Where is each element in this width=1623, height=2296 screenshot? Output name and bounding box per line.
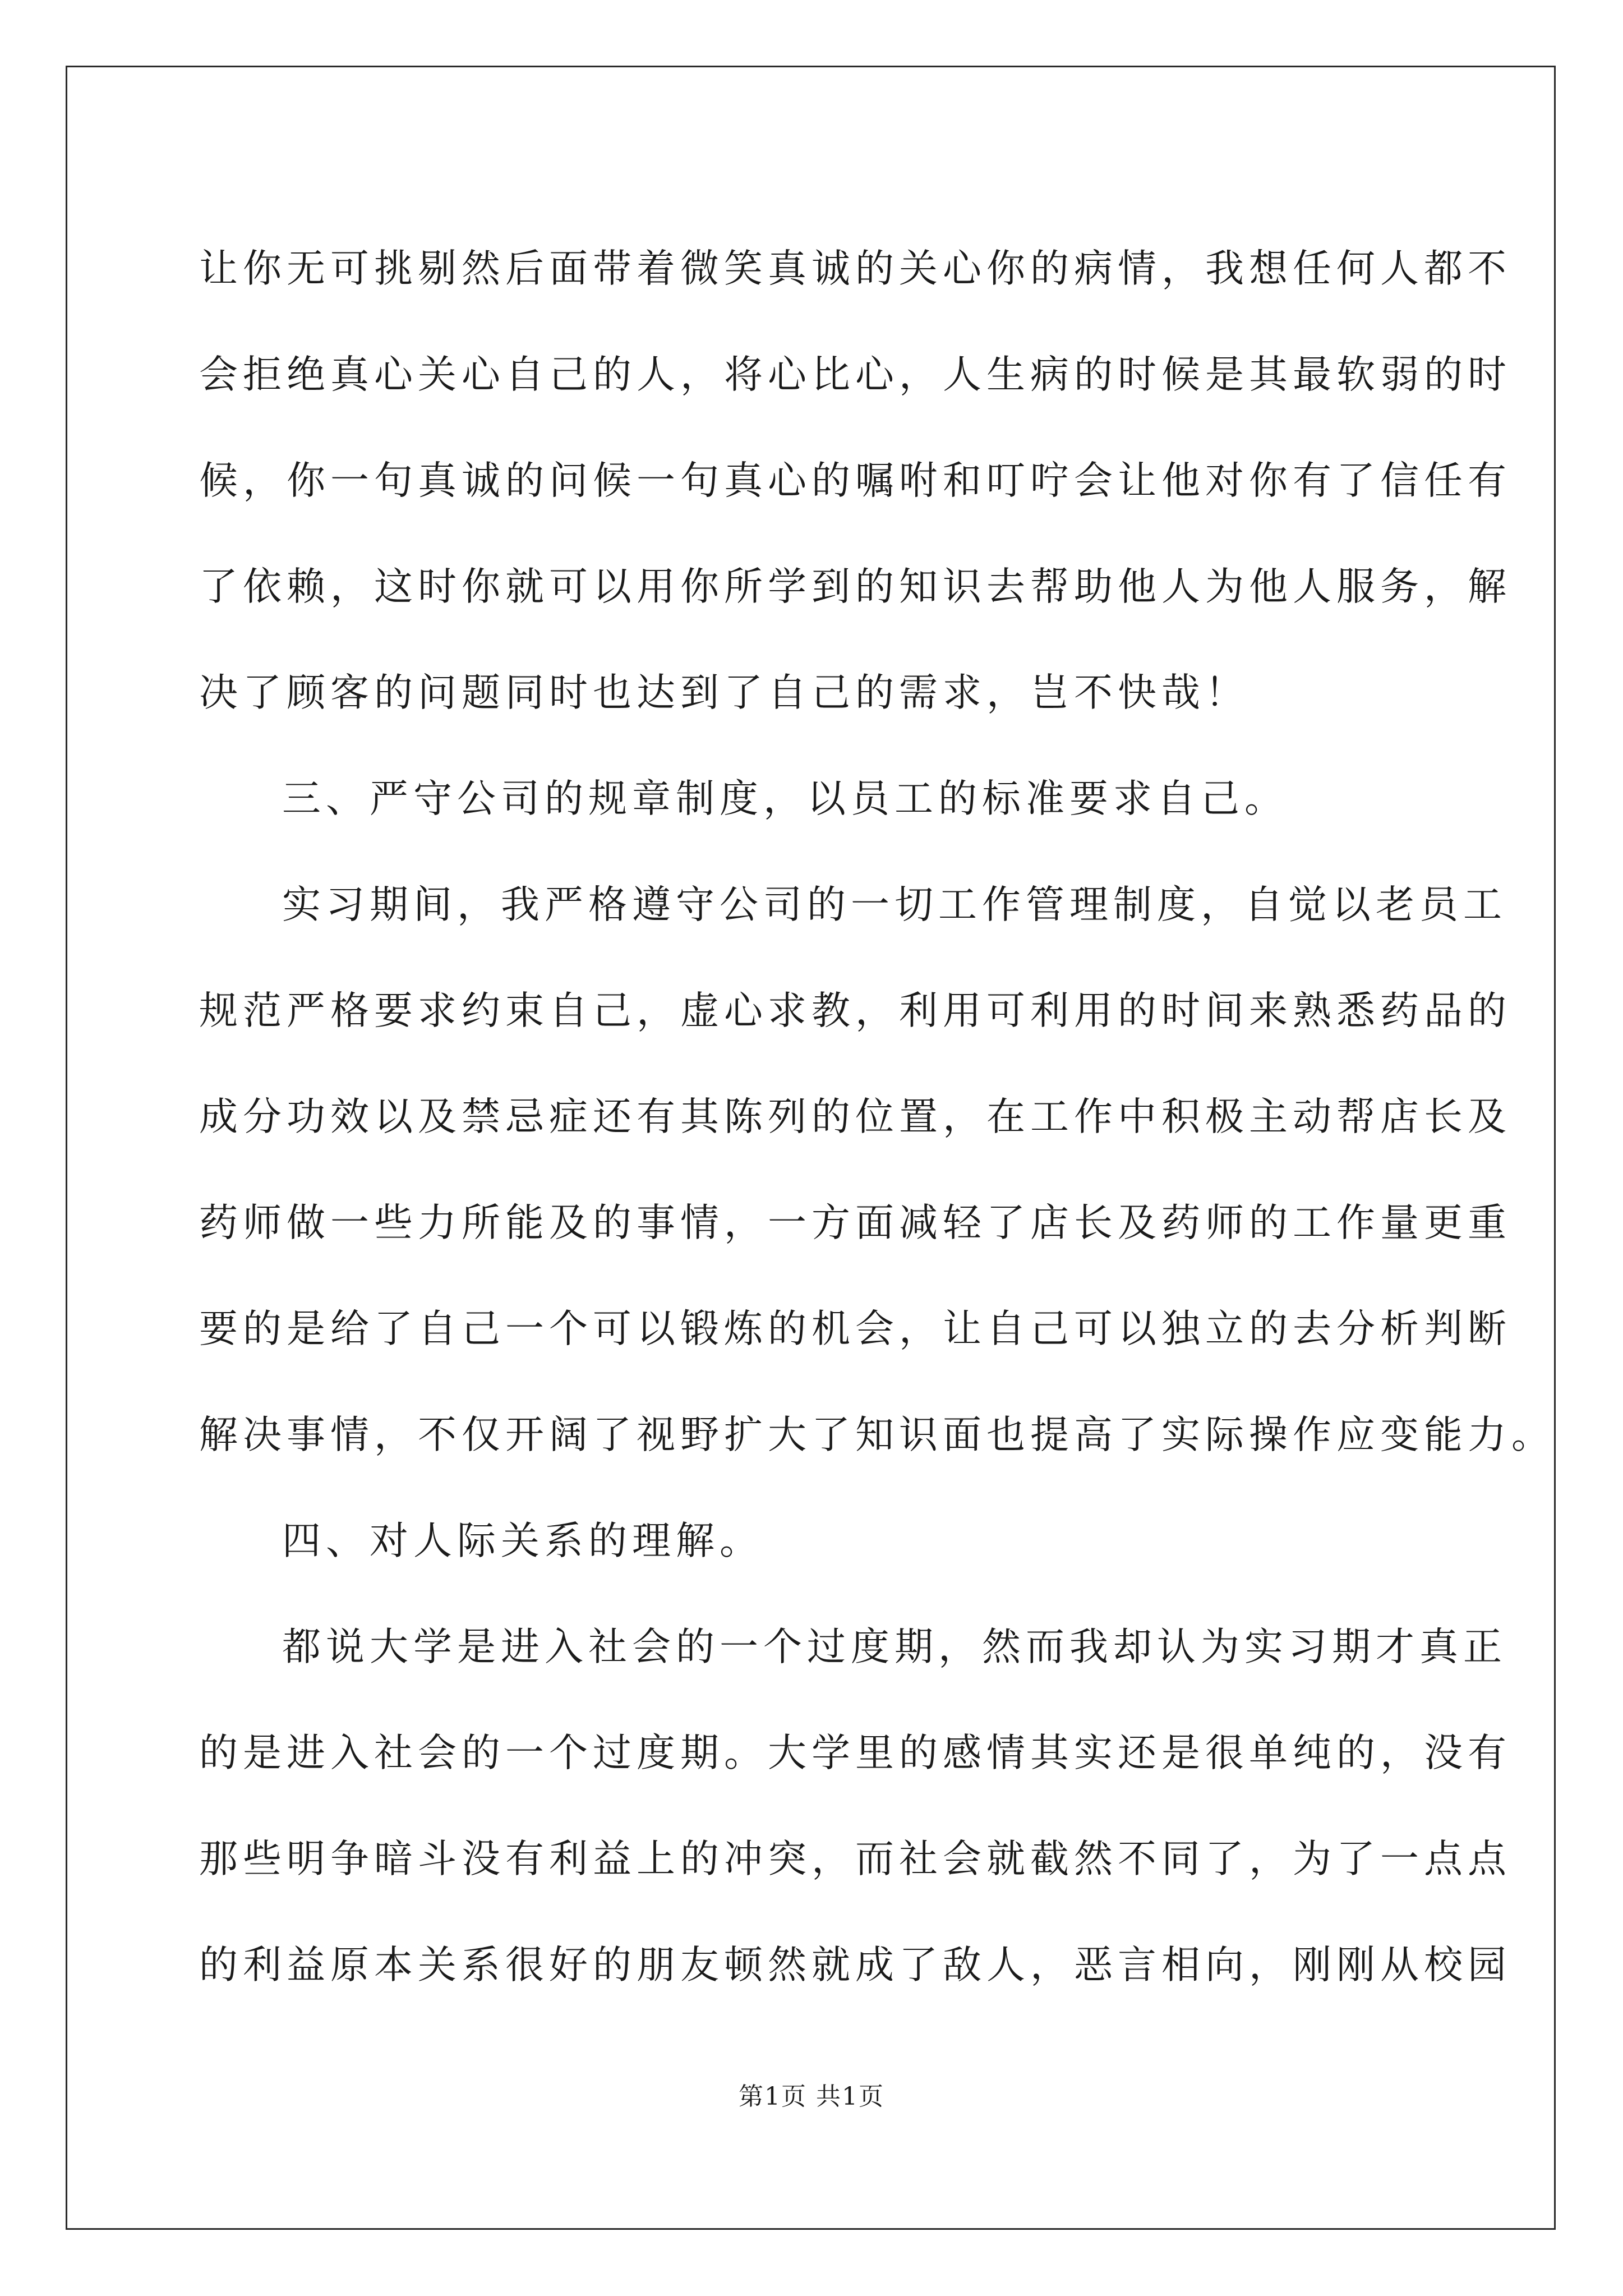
text-line: 的是进入社会的一个过度期。大学里的感情其实还是很单纯的，没有	[199, 1731, 1511, 1775]
page-number-footer: 第1页 共1页	[739, 2082, 884, 2111]
text-line: 规范严格要求约束自己，虚心求教，利用可利用的时间来熟悉药品的	[199, 988, 1511, 1033]
text-line: 要的是给了自己一个可以锻炼的机会，让自己可以独立的去分析判断	[199, 1306, 1511, 1351]
text-line: 那些明争暗斗没有利益上的冲突，而社会就截然不同了，为了一点点	[199, 1837, 1511, 1881]
section-heading: 四、对人际关系的理解。	[282, 1519, 763, 1563]
text-line: 成分功效以及禁忌症还有其陈列的位置，在工作中积极主动帮店长及	[199, 1094, 1511, 1139]
text-line: 会拒绝真心关心自己的人，将心比心，人生病的时候是其最软弱的时	[199, 352, 1511, 397]
text-line: 决了顾客的问题同时也达到了自己的需求，岂不快哉！	[199, 670, 1249, 715]
paragraph-start-line: 都说大学是进入社会的一个过度期，然而我却认为实习期才真正	[282, 1625, 1507, 1669]
text-line: 药师做一些力所能及的事情，一方面减轻了店长及药师的工作量更重	[199, 1200, 1511, 1245]
text-line: 了依赖，这时你就可以用你所学到的知识去帮助他人为他人服务，解	[199, 564, 1511, 609]
section-heading: 三、严守公司的规章制度，以员工的标准要求自己。	[282, 776, 1288, 821]
paragraph-start-line: 实习期间，我严格遵守公司的一切工作管理制度，自觉以老员工	[282, 882, 1507, 927]
text-line: 解决事情，不仅开阔了视野扩大了知识面也提高了实际操作应变能力。	[199, 1412, 1555, 1457]
document-body	[199, 216, 1555, 2018]
text-line: 的利益原本关系很好的朋友顿然就成了敌人，恶言相向，刚刚从校园	[199, 1943, 1511, 1987]
text-line: 让你无可挑剔然后面带着微笑真诚的关心你的病情，我想任何人都不	[199, 246, 1511, 291]
text-line: 候，你一句真诚的问候一句真心的嘱咐和叮咛会让他对你有了信任有	[199, 458, 1511, 503]
